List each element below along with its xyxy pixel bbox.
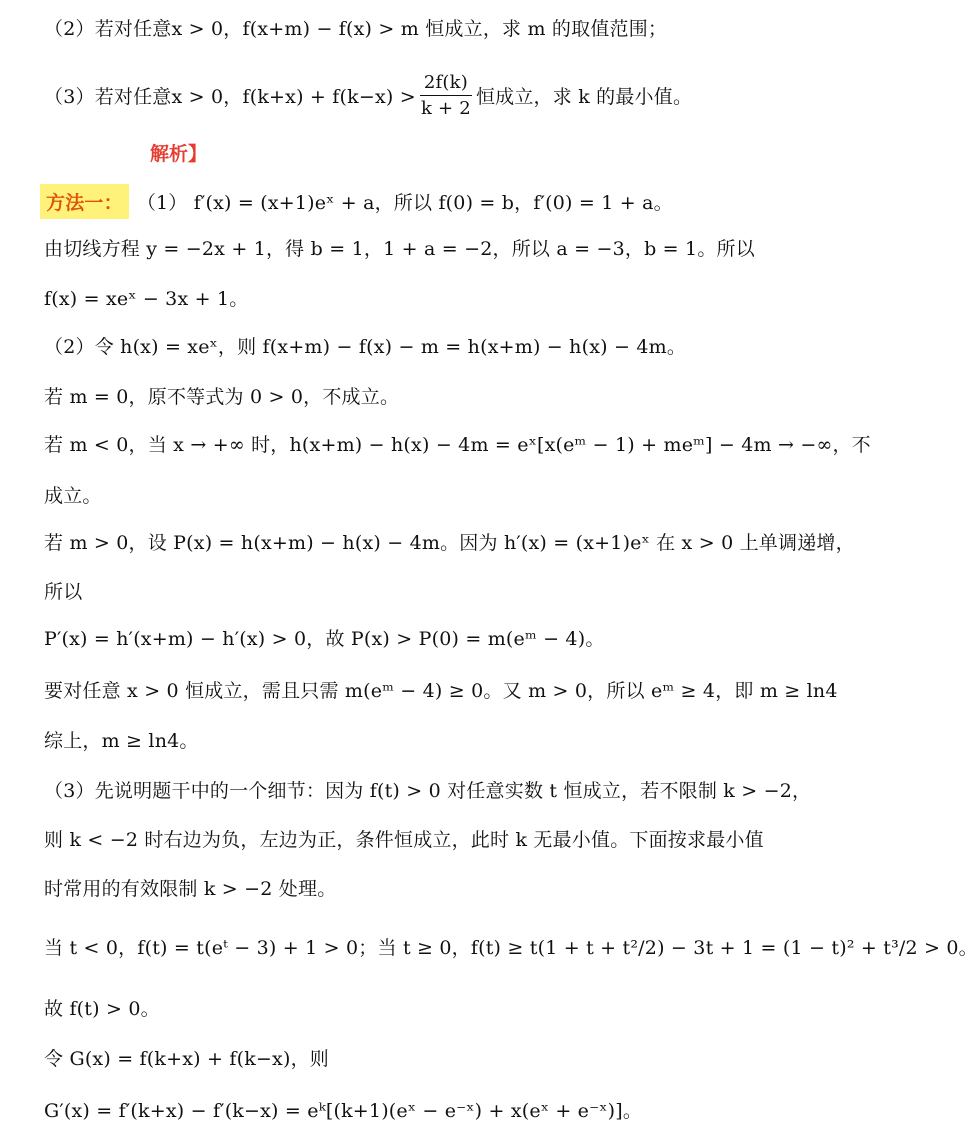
solution-text: 若 m = 0，原不等式为 0 > 0，不成立。 <box>44 386 400 408</box>
solution-text: 成立。 <box>44 485 102 507</box>
solution-text: 由切线方程 y = −2x + 1，得 b = 1，1 + a = −2，所以 a = −3，b = 1。所以 <box>44 238 755 260</box>
solution-text: （1） f′(x) = (x+1)eˣ + a，所以 f(0) = b，f′(0) = 1 + a。 <box>136 192 673 214</box>
solution-text: 则 k < −2 时右边为负，左边为正，条件恒成立，此时 k 无最小值。下面按求最小值 <box>44 829 764 851</box>
solution-line-1 <box>44 184 817 219</box>
solution-line-18 <box>44 1044 817 1071</box>
solution-text: 所以 <box>44 581 83 603</box>
question-2-text: （2）若对任意x > 0，f(x+m) − f(x) > m 恒成立，求 m 的取值范围； <box>44 18 668 40</box>
solution-line-2 <box>44 234 817 261</box>
question-3 <box>44 70 817 120</box>
method-label: 方法一： <box>40 184 129 219</box>
solution-line-7 <box>44 481 817 508</box>
solution-line-10 <box>44 624 817 651</box>
solution-text: （3）先说明题干中的一个细节：因为 f(t) > 0 对任意实数 t 恒成立，若不限制 k > −2， <box>44 780 812 802</box>
solution-heading: 解析】 <box>150 143 208 165</box>
question-3-text-pre: （3）若对任意x > 0，f(k+x) + f(k−x) > <box>44 85 416 108</box>
solution-text: 若 m < 0，当 x → +∞ 时，h(x+m) − h(x) − 4m = eˣ[x(eᵐ − 1) + meᵐ] − 4m → −∞，不 <box>44 434 871 456</box>
solution-text: 时常用的有效限制 k > −2 处理。 <box>44 878 337 900</box>
solution-line-13 <box>44 776 817 803</box>
fraction-denominator: k + 2 <box>420 97 471 119</box>
fraction-numerator: 2f(k) <box>420 72 472 96</box>
question-3-fraction <box>420 72 472 119</box>
solution-line-8 <box>44 528 855 555</box>
solution-line-14 <box>44 825 817 852</box>
solution-line-17 <box>44 994 817 1021</box>
solution-text: G′(x) = f′(k+x) − f′(k−x) = eᵏ[(k+1)(eˣ − e⁻ˣ) + x(eˣ + e⁻ˣ)]。 <box>44 1100 643 1122</box>
question-2 <box>44 14 817 41</box>
solution-line-16 <box>44 933 978 960</box>
solution-line-6 <box>44 430 871 457</box>
solution-line-4 <box>44 332 817 359</box>
solution-line-11 <box>44 676 838 703</box>
solution-line-19 <box>44 1096 817 1123</box>
question-3-text-post: 恒成立，求 k 的最小值。 <box>475 85 693 108</box>
solution-line-3 <box>44 284 817 311</box>
solution-text: P′(x) = h′(x+m) − h′(x) > 0，故 P(x) > P(0) = m(eᵐ − 4)。 <box>44 628 605 650</box>
solution-text: 综上，m ≥ ln4。 <box>44 730 199 752</box>
solution-text: 要对任意 x > 0 恒成立，需且只需 m(eᵐ − 4) ≥ 0。又 m > 0，所以 eᵐ ≥ 4，即 m ≥ ln4 <box>44 680 838 702</box>
solution-text: 当 t < 0，f(t) = t(eᵗ − 3) + 1 > 0；当 t ≥ 0，f(t) ≥ t(1 + t + t²/2) − 3t + 1 = (1 − t)² + t³/2 > 0。 <box>44 937 978 959</box>
solution-text: 若 m > 0，设 P(x) = h(x+m) − h(x) − 4m。因为 h′(x) = (x+1)eˣ 在 x > 0 上单调递增， <box>44 532 855 554</box>
solution-line-12 <box>44 726 817 753</box>
solution-line-5 <box>44 382 817 409</box>
solution-text: 令 G(x) = f(k+x) + f(k−x)，则 <box>44 1048 329 1070</box>
solution-line-15 <box>44 874 817 901</box>
solution-text: 故 f(t) > 0。 <box>44 998 160 1020</box>
solution-line-9 <box>44 577 817 604</box>
solution-text: f(x) = xeˣ − 3x + 1。 <box>44 288 249 310</box>
solution-text: （2）令 h(x) = xeˣ，则 f(x+m) − f(x) − m = h(x+m) − h(x) − 4m。 <box>44 336 687 358</box>
